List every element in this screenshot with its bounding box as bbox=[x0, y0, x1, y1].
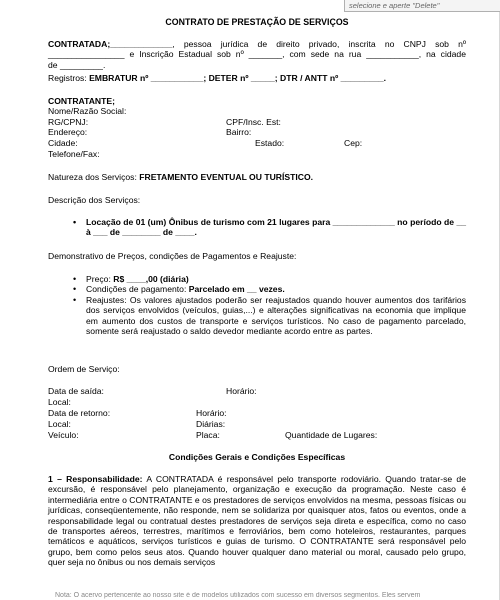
responsabilidade-paragraph bbox=[48, 474, 466, 568]
preco-label: Preço: bbox=[86, 274, 114, 284]
ordem-label: Ordem de Serviço: bbox=[48, 364, 120, 374]
contratada-line1: , pessoa jurídica de direito privado, inscrita no CNPJ sob nº bbox=[172, 39, 466, 49]
cep-field-label: Cep: bbox=[344, 138, 363, 148]
horario-saida-label: Horário: bbox=[226, 386, 257, 396]
contratada-line2: ________________ e Inscrição Estadual sob nº _______, com sede na rua ___________, na cidade bbox=[48, 49, 466, 60]
demonstrativo-label: Demonstrativo de Preços, condições de Pagamentos e Reajuste: bbox=[48, 251, 297, 261]
delete-tip-box: selecione e aperte "Delete" bbox=[344, 0, 500, 12]
cidade-field-label: Cidade: bbox=[48, 138, 78, 148]
condicoes-gerais-title: Condições Gerais e Condições Específicas bbox=[168, 452, 346, 462]
responsabilidade-text: A CONTRATADA é responsável pelo transporte rodoviário. Quando tratar-se de excursão, é responsável pelo planejamento, organização e execução da programação. Neste caso é intermediária entre o CONTRATANTE e os prestadores de serviços envolvidos na mesma, pessoas físicas ou jurídicas, conseqüentemente, não responde, nem se solidariza por quaisquer atos, fatos ou eventos, onde a responsabilidade legal ou contratual destes prestadores de serviços seja direta e específica, como no caso de transportes aéreos, terrestres, marítimos e ferroviários, bem como hoteleiros, restaurantes, parques temáticos e aquáticos, serviços turísticos e guias de turismo. O CONTRATANTE será responsável pelo grupo, bem como pelos seus atos. Quando houver qualquer dano material ou moral, causado pelo grupo, quer seja no ônibus ou nos demais serviços bbox=[48, 474, 466, 568]
contratada-label: CONTRATADA; bbox=[48, 39, 111, 49]
veiculo-label: Veículo: bbox=[48, 430, 79, 440]
contratante-label: CONTRATANTE; bbox=[48, 96, 115, 106]
endereco-field-label: Endereço: bbox=[48, 127, 88, 137]
condicoes-value: Parcelado em __ vezes. bbox=[188, 284, 285, 295]
registros-label: Registros: bbox=[48, 73, 90, 83]
natureza-line bbox=[48, 172, 313, 182]
data-saida-label: Data de saída: bbox=[48, 386, 104, 396]
descricao-list bbox=[68, 217, 466, 238]
bairro-field-label: Bairro: bbox=[226, 127, 252, 137]
telefone-field-label: Telefone/Fax: bbox=[48, 149, 100, 159]
registros-values: EMBRATUR nº ___________; DETER nº _____; DTR / ANTT nº _________. bbox=[89, 73, 387, 83]
registros-line bbox=[48, 73, 386, 83]
nome-field-label: Nome/Razão Social: bbox=[48, 106, 127, 116]
natureza-label: Natureza dos Serviços: bbox=[48, 172, 140, 182]
footnote: Nota: O acervo pertencente ao nosso site é de modelos utilizados com sucesso em diversos segmentos. Eles servem bbox=[55, 592, 421, 599]
document-page bbox=[48, 0, 466, 600]
demonstrativo-list bbox=[68, 274, 466, 336]
data-retorno-label: Data de retorno: bbox=[48, 408, 111, 418]
preco-value: R$ ____,00 (diária) bbox=[113, 274, 189, 284]
local-retorno-label: Local: bbox=[48, 419, 71, 429]
cpf-field-label: CPF/Insc. Est: bbox=[226, 117, 281, 127]
placa-label: Placa: bbox=[196, 430, 220, 440]
descricao-label: Descrição dos Serviços: bbox=[48, 195, 141, 205]
reajustes-item: • Reajustes: Os valores ajustados poderão ser reajustados quando houver aumentos dos tarifários dos serviços envolvidos (veículos, guias,...) e alterações significativas na economia que implique em aumento dos custos de transporte e serviços turísticos. No caso de pagamento parcelado, somente será reajustado o saldo devedor mediante acordo entre as partes. bbox=[68, 295, 466, 337]
descricao-item: • Locação de 01 (um) Ônibus de turismo com 21 lugares para _____________ no período de __ à ___ de ________ de ____. bbox=[68, 217, 466, 238]
contratada-name-blank: _____________ bbox=[110, 39, 173, 49]
preco-item bbox=[68, 274, 466, 284]
contratada-section bbox=[48, 39, 466, 70]
estado-field-label: Estado: bbox=[255, 138, 285, 148]
contratada-line3: de _________. bbox=[48, 59, 106, 70]
condicoes-label: Condições de pagamento: bbox=[86, 284, 189, 295]
rg-field-label: RG/CPNJ: bbox=[48, 117, 89, 127]
quantidade-lugares-label: Quantidade de Lugares: bbox=[285, 430, 378, 440]
natureza-value: FRETAMENTO EVENTUAL OU TURÍSTICO. bbox=[139, 172, 314, 182]
diarias-label: Diárias: bbox=[196, 419, 226, 429]
condicoes-item bbox=[68, 284, 466, 294]
document-title: CONTRATO DE PRESTAÇÃO DE SERVIÇOS bbox=[165, 17, 349, 27]
local-saida-label: Local: bbox=[48, 397, 71, 407]
horario-retorno-label: Horário: bbox=[196, 408, 227, 418]
responsabilidade-label: 1 – Responsabilidade: bbox=[48, 474, 143, 484]
